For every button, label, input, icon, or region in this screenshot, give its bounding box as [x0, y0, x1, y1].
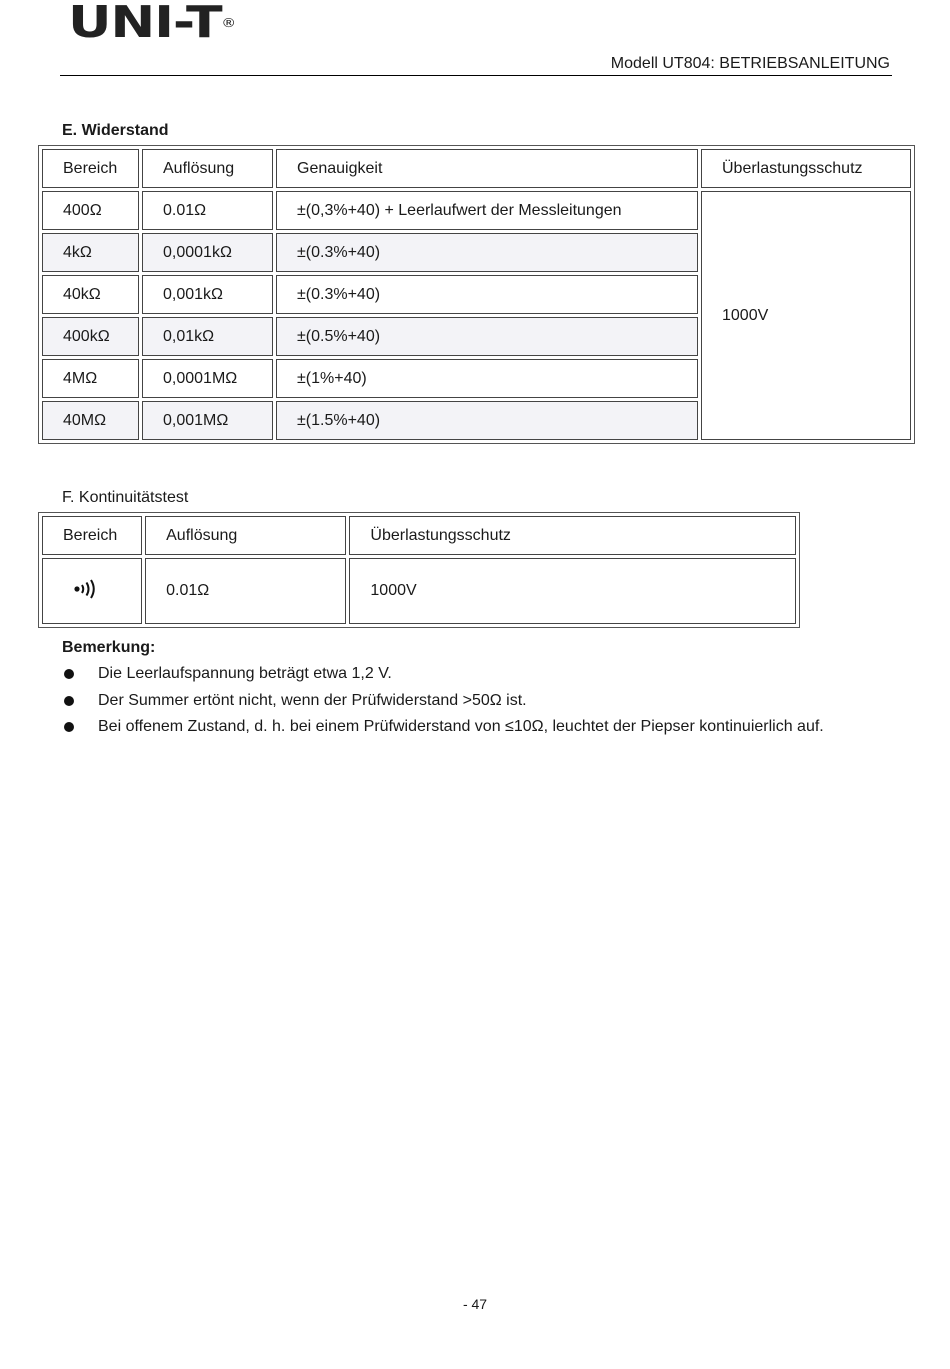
cell-accuracy: ±(0.3%+40): [276, 275, 698, 314]
cell-accuracy: ±(0,3%+40) + Leerlaufwert der Messleitungen: [276, 191, 698, 230]
section-e-title: E. Widerstand: [62, 122, 169, 139]
header-divider: [60, 75, 892, 76]
cell-resolution: 0,01kΩ: [142, 317, 273, 356]
header-overload: Überlastungsschutz: [349, 516, 796, 555]
notes-section: [62, 635, 882, 741]
bullet-icon: [64, 722, 74, 732]
header-resolution: Auflösung: [142, 149, 273, 188]
cell-resolution: 0,001kΩ: [142, 275, 273, 314]
note-text: Die Leerlaufspannung beträgt etwa 1,2 V.: [98, 665, 392, 682]
cell-accuracy: ±(0.5%+40): [276, 317, 698, 356]
header-resolution: Auflösung: [145, 516, 346, 555]
list-item: [62, 714, 882, 741]
cell-range: 4kΩ: [42, 233, 139, 272]
cell-resolution: 0,001MΩ: [142, 401, 273, 440]
cell-overload: 1000V: [701, 191, 911, 440]
brand-logo: [68, 0, 237, 48]
document-title: Modell UT804: BETRIEBSANLEITUNG: [610, 55, 890, 72]
cell-range: 400Ω: [42, 191, 139, 230]
cell-resolution: 0.01Ω: [142, 191, 273, 230]
continuity-table: [38, 512, 800, 628]
cell-range: 400kΩ: [42, 317, 139, 356]
continuity-beeper-icon: [73, 587, 99, 604]
page-number: - 47: [462, 1296, 488, 1312]
bullet-icon: [64, 696, 74, 706]
bullet-icon: [64, 669, 74, 679]
header-range: Bereich: [42, 149, 139, 188]
table-header-row: [42, 516, 796, 555]
cell-resolution: 0,0001kΩ: [142, 233, 273, 272]
cell-accuracy: ±(1%+40): [276, 359, 698, 398]
cell-range: 40MΩ: [42, 401, 139, 440]
cell-accuracy: ±(0.3%+40): [276, 233, 698, 272]
table-header-row: [42, 149, 911, 188]
cell-resolution: 0,0001MΩ: [142, 359, 273, 398]
cell-range: 4MΩ: [42, 359, 139, 398]
table-row: [42, 558, 796, 624]
header-range: Bereich: [42, 516, 142, 555]
notes-title: Bemerkung:: [62, 639, 156, 656]
header-overload: Überlastungsschutz: [701, 149, 911, 188]
cell-range: [42, 558, 142, 624]
note-text: Bei offenem Zustand, d. h. bei einem Prüfwiderstand von ≤10Ω, leuchtet der Piepser kontinuierlich auf.: [98, 718, 824, 735]
cell-overload: 1000V: [349, 558, 796, 624]
registered-mark-icon: ®: [221, 16, 237, 30]
header-accuracy: Genauigkeit: [276, 149, 698, 188]
cell-resolution: 0.01Ω: [145, 558, 346, 624]
note-text: Der Summer ertönt nicht, wenn der Prüfwiderstand >50Ω ist.: [98, 691, 527, 709]
resistance-table: [38, 145, 915, 444]
table-row: [42, 191, 911, 230]
logo-text: UNI-T: [68, 0, 222, 48]
section-f-title: F. Kontinuitätstest: [62, 489, 189, 506]
cell-range: 40kΩ: [42, 275, 139, 314]
cell-accuracy: ±(1.5%+40): [276, 401, 698, 440]
list-item: [62, 688, 882, 715]
notes-list: [62, 661, 882, 741]
list-item: [62, 661, 882, 688]
